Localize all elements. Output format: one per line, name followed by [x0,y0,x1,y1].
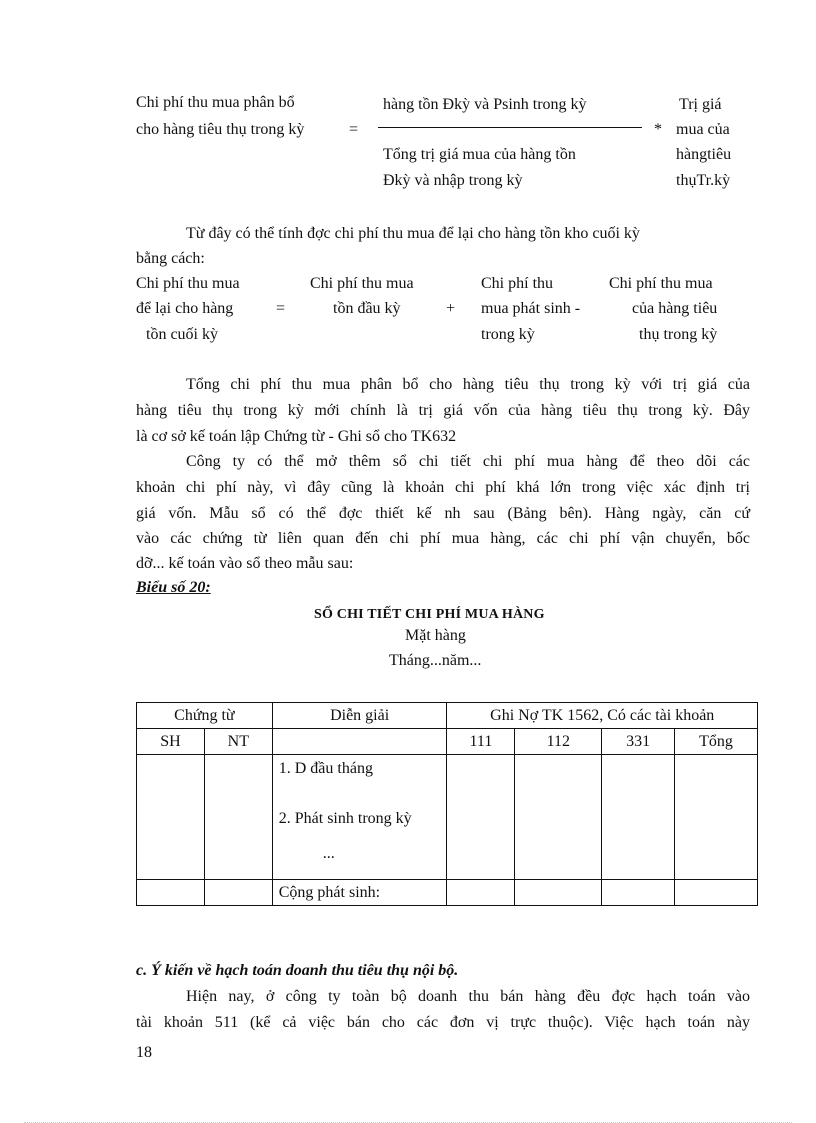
fraction-bar [378,127,642,128]
formula2-c1: Chi phí thu [481,275,554,292]
header-debit-accounts: Ghi Nợ TK 1562, Có các tài khoản [447,703,758,729]
formula2-d2: của hàng tiêu [632,300,718,317]
formula2-a1: Chi phí thu mua [136,275,240,292]
formula1-right-line4: thụTr.kỳ [676,172,731,189]
row-ellipsis: ... [322,845,335,862]
header-sh: SH [137,729,205,755]
page-number: 18 [136,1044,152,1061]
body-331-cell [602,755,675,880]
header-voucher: Chứng từ [137,703,273,729]
header-desc-blank [272,729,447,755]
formula2-b1: Chi phí thu mua [310,275,414,292]
footer-112-cell [515,880,602,906]
ledger-table [136,702,758,906]
body-111-cell [447,755,515,880]
formula1-right-line3: hàngtiêu [676,146,732,163]
footer-111-cell [447,880,515,906]
body-nt-cell [204,755,272,880]
footer-total-label: Cộng phát sinh: [272,880,447,906]
body-desc-cell [272,755,447,880]
formula2-d1: Chi phí thu mua [609,275,713,292]
para3-line4: vào các chứng từ liên quan đến chi phí mua hàng, các chi phí vận chuyển, bốc [136,530,750,547]
formula2-plus: + [446,300,456,317]
para1-line2: bằng cách: [136,250,205,267]
formula2-b2: tồn đầu kỳ [333,300,401,317]
para2-line2: hàng tiêu thụ trong kỳ mới chính là trị giá vốn của hàng tiêu thụ trong kỳ. Đây [136,402,750,419]
row-incurred: 2. Phát sinh trong kỳ [278,810,412,827]
formula2-c2: mua phát sinh - [481,300,581,317]
ledger-subtitle-item: Mặt hàng [405,627,466,644]
footer-sh-cell [137,880,205,906]
row-opening-balance: 1. D đầu tháng [278,760,373,777]
para3-line3: giá vốn. Mẫu sổ có thể đợc thiết kế nh sau (Bảng bên). Hàng ngày, căn cứ [136,505,750,522]
footer-nt-cell [204,880,272,906]
formula1-denominator-line2: Đkỳ và nhập trong kỳ [383,172,523,189]
footer-total-cell [675,880,758,906]
formula1-left-line2: cho hàng tiêu thụ trong kỳ [136,121,305,138]
header-description: Diễn giải [272,703,447,729]
body-112-cell [515,755,602,880]
header-account-112: 112 [515,729,602,755]
para2-line1: Tổng chi phí thu mua phân bổ cho hàng tiêu thụ trong kỳ với trị giá của [186,376,750,393]
footer-331-cell [602,880,675,906]
para3-line2: khoản chi phí này, vì đây cũng là khoản chi phí khá lớn trong việc xác định trị [136,479,750,496]
para3-line5: dỡ... kế toán vào sổ theo mẫu sau: [136,555,354,572]
header-nt: NT [204,729,272,755]
header-account-111: 111 [447,729,515,755]
formula2-d3: thụ trong kỳ [639,326,718,343]
form-label: Biểu số 20: [136,579,211,596]
formula1-right-line1: Trị giá [679,96,722,113]
formula1-left-line1: Chi phí thu mua phân bổ [136,94,295,111]
ledger-title: SỔ CHI TIẾT CHI PHÍ MUA HÀNG [314,607,545,622]
formula1-equals: = [349,121,359,138]
para2-line3: là cơ sở kế toán lập Chứng từ - Ghi sổ cho TK632 [136,428,457,445]
formula1-multiply: * [654,121,662,138]
formula1-right-line2: mua của [676,121,730,138]
section-c-heading: c. Ý kiến về hạch toán doanh thu tiêu thụ nội bộ. [136,962,459,979]
header-total: Tổng [675,729,758,755]
formula1-numerator: hàng tồn Đkỳ và Psinh trong kỳ [383,96,587,113]
section-c-line1: Hiện nay, ở công ty toàn bộ doanh thu bán hàng đều đợc hạch toán vào [186,988,750,1005]
body-sh-cell [137,755,205,880]
section-c-line2: tài khoản 511 (kể cả việc bán cho các đơn vị trực thuộc). Việc hạch toán này [136,1014,750,1031]
formula2-a2: để lại cho hàng [136,300,234,317]
header-account-331: 331 [602,729,675,755]
para1-line1: Từ đây có thể tính đợc chi phí thu mua để lại cho hàng tồn kho cuối kỳ [186,225,640,242]
para3-line1: Công ty có thể mở thêm sổ chi tiết chi phí mua hàng để theo dõi các [186,453,750,470]
formula2-c3: trong kỳ [481,326,535,343]
body-total-cell [675,755,758,880]
formula2-a3: tồn cuối kỳ [146,326,218,343]
formula1-denominator-line1: Tổng trị giá mua của hàng tồn [383,146,576,163]
ledger-subtitle-period: Tháng...năm... [389,652,482,669]
formula2-eq: = [276,300,286,317]
